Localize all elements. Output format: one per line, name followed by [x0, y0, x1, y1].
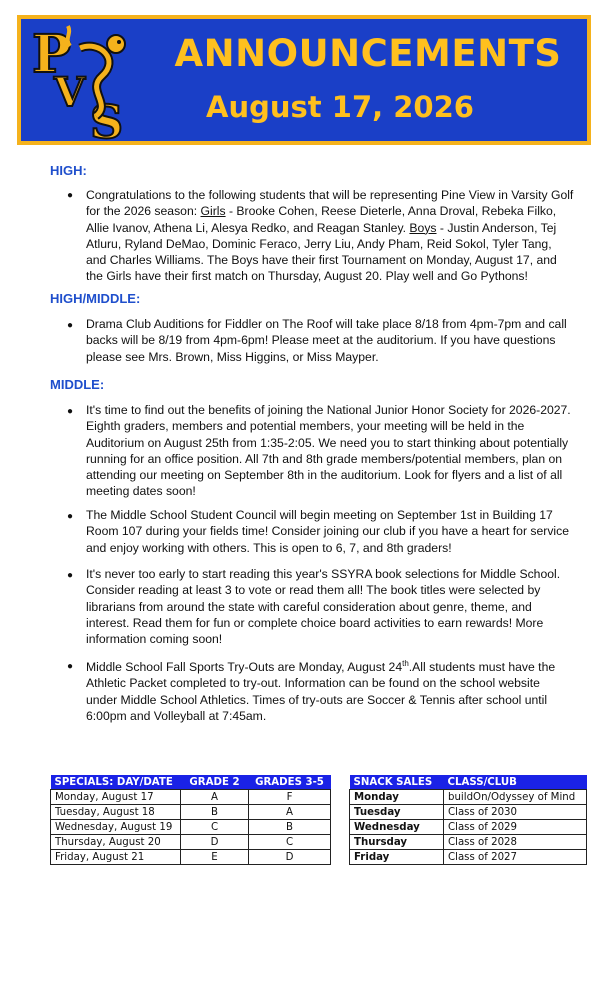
day-cell: Tuesday — [350, 805, 444, 820]
day-cell: Wednesday, August 19 — [51, 820, 181, 835]
class-club-cell: Class of 2029 — [444, 820, 587, 835]
grade2-cell: C — [181, 820, 249, 835]
grade2-cell: D — [181, 835, 249, 850]
grades3-5-cell: D — [249, 850, 331, 865]
table-header-row — [350, 775, 587, 790]
list-item-sports-tryouts: Middle School Fall Sports Try-Outs are Monday, August 24th.All students must have the Athletic Packet completed to try-out. Information can be found on the school website under Middle School Athletics. Times of try-outs are Soccer & Tennis after school until 6:00pm and Volleyball at 7:45am. — [86, 659, 556, 723]
section-high-middle-heading: HIGH/MIDDLE: — [50, 291, 141, 306]
day-cell: Tuesday, August 18 — [51, 805, 181, 820]
bullet-icon: ● — [67, 320, 74, 331]
table-row — [51, 820, 331, 835]
grades3-5-cell: C — [249, 835, 331, 850]
table-row — [350, 850, 587, 865]
list-item-drama: Drama Club Auditions for Fiddler on The Roof will take place 8/18 from 4pm-7pm and call backs will be 8/19 from 4pm-6pm! Please meet at the auditorium. If you have questions please see Mrs. Brown, Miss Higgins, or Miss Mayper. — [86, 317, 567, 364]
table-row — [51, 790, 331, 805]
bullet-icon: ● — [67, 511, 74, 522]
column-header: GRADE 2 — [181, 775, 249, 790]
grade2-cell: E — [181, 850, 249, 865]
section-high-heading: HIGH: — [50, 163, 87, 178]
class-club-cell: buildOn/Odyssey of Mind — [444, 790, 587, 805]
grades3-5-cell: F — [249, 790, 331, 805]
bullet-icon: ● — [67, 570, 74, 581]
bullet-icon: ● — [67, 190, 74, 201]
column-header: SPECIALS: DAY/DATE — [51, 775, 181, 790]
table-header-row — [51, 775, 331, 790]
day-cell: Thursday, August 20 — [51, 835, 181, 850]
grades3-5-cell: B — [249, 820, 331, 835]
list-item-student-council: The Middle School Student Council will begin meeting on September 1st in Building 17 Room 107 during your fields time! Consider joining our club if you have a heart for service and enjoy working with others. This is open to 6, 7, and 8th graders! — [86, 508, 570, 555]
bullet-icon: ● — [67, 661, 74, 672]
svg-text:S: S — [90, 95, 124, 140]
list-item-golf: Congratulations to the following students that will be representing Pine View in Varsity Golf for the 2026 season: Girls - Brooke Cohen, Reese Dieterle, Anna Droval, Rebeka Filko, Allie Ivanov, Athena Li, Alesya Redko, and Reagan Stanley. Boys - Justin Anderson, Tej Atluru, Ryland DeMao, Dominic Feraco, Jerry Liu, Andy Pham, Reid Sokol, Tyler Tang, and Charles Williams. The Boys have their first Tournament on Monday, August 17, and the Girls have their first match on Thursday, August 20. Play well and Go Pythons! — [86, 188, 574, 284]
column-header: GRADES 3-5 — [249, 775, 331, 790]
section-middle-heading: MIDDLE: — [50, 377, 105, 392]
column-header: SNACK SALES — [350, 775, 444, 790]
snack-sales-table — [349, 775, 587, 865]
svg-text:V: V — [54, 69, 86, 116]
table-row — [51, 805, 331, 820]
table-row — [350, 790, 587, 805]
list-item-ssyra: It's never too early to start reading this year's SSYRA book selections for Middle School. Consider reading at least 3 to vote or read them all! The book titles were selected by librarians from around the state with careful consideration about genre, theme, and interest. Read them for fun or complete choice board activities to earn rewards! More information coming soon! — [86, 567, 561, 647]
grade2-cell: B — [181, 805, 249, 820]
day-cell: Friday — [350, 850, 444, 865]
table-row — [350, 835, 587, 850]
table-row — [350, 820, 587, 835]
class-club-cell: Class of 2030 — [444, 805, 587, 820]
day-cell: Monday, August 17 — [51, 790, 181, 805]
class-club-cell: Class of 2027 — [444, 850, 587, 865]
day-cell: Friday, August 21 — [51, 850, 181, 865]
day-cell: Monday — [350, 790, 444, 805]
grades3-5-cell: A — [249, 805, 331, 820]
table-row — [350, 805, 587, 820]
day-cell: Thursday — [350, 835, 444, 850]
grade2-cell: A — [181, 790, 249, 805]
table-row — [51, 850, 331, 865]
page-title: ANNOUNCEMENTS — [174, 32, 562, 75]
column-header: CLASS/CLUB — [444, 775, 587, 790]
pvs-python-logo-icon — [30, 20, 142, 140]
specials-table — [50, 775, 331, 865]
announcement-date: August 17, 2026 — [206, 90, 474, 124]
svg-text:P: P — [32, 24, 72, 85]
table-row — [51, 835, 331, 850]
list-item-njhs: It's time to find out the benefits of joining the National Junior Honor Society for 2026-2027. Eighth graders, members and potential members, your meeting will be held in the Auditorium on August 25th from 1:35-2:05. We need you to start thinking about potentially running for an office position. All 7th and 8th grade members/potential members, plan on attending our meeting on September 8th in the auditorium. Look for flyers and a list of all meeting dates soon! — [86, 403, 571, 499]
class-club-cell: Class of 2028 — [444, 835, 587, 850]
bullet-icon: ● — [67, 406, 74, 417]
day-cell: Wednesday — [350, 820, 444, 835]
